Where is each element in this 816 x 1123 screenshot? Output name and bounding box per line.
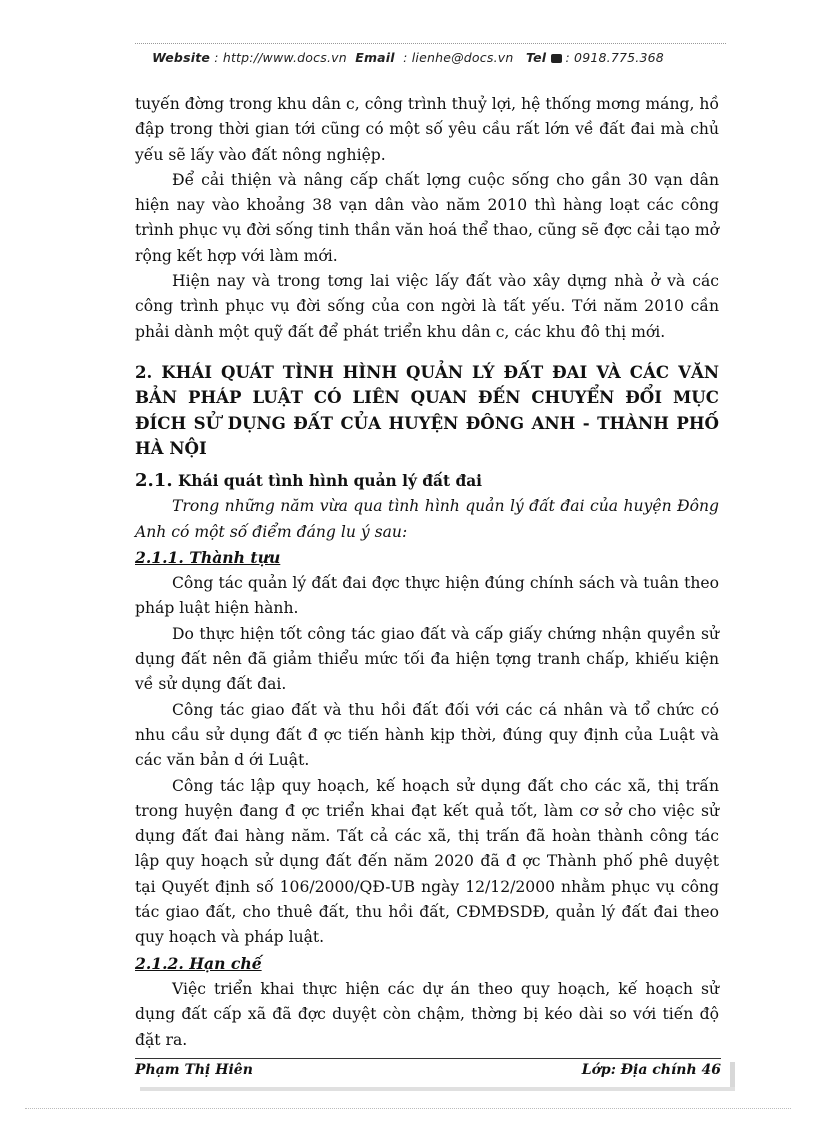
paragraph-italic: Trong những năm vừa qua tình hình quản lý đất đai của huyện Đông Anh có một số điểm đáng lu ý sau: [135,497,719,541]
heading-text: 2.1.2. Hạn chế [135,953,262,973]
email-label: Email [355,50,395,65]
page-header [0,50,816,65]
section-heading-2-1-1 [135,545,719,571]
frame-shadow-right [730,1062,735,1087]
paragraph: Do thực hiện tốt công tác giao đất và cấp giấy chứng nhận quyền sử dụng đất nên đã giảm thiểu mức tối đa hiện tợng tranh chấp, khiếu kiện về sử dụng đất đai. [135,624,719,694]
footer-author: Phạm Thị Hiên [135,1062,253,1078]
header-divider [135,43,726,44]
website-label: Website [152,50,211,65]
heading-number: 2.1. [135,469,173,491]
paragraph: Công tác giao đất và thu hồi đất đối với các cá nhân và tổ chức có nhu cầu sử dụng đất đ ợc tiến hành kịp thời, đúng quy định của Luật và các văn bản d ới Luật. [135,700,719,770]
paragraph: Hiện nay và trong tơng lai việc lấy đất vào xây dựng nhà ở và các công trình phục vụ đời sống của con ngời là tất yếu. Tới năm 2010 cần phải dành một quỹ đất để phát triển khu dân c, các khu đô thị mới. [135,272,719,341]
section-heading-2: 2. KHÁI QUÁT TÌNH HÌNH QUẢN LÝ ĐẤT ĐAI VÀ CÁC VĂN BẢN PHÁP LUẬT CÓ LIÊN QUAN ĐẾN CHUYỂN ĐỔI MỤC ĐÍCH SỬ DỤNG ĐẤT CỦA HUYỆN ĐÔNG ANH - THÀNH PHỐ HÀ NỘI [135,361,719,459]
footer-class: Lớp: Địa chính 46 [581,1062,721,1078]
section-heading-2-1 [135,468,719,494]
website-value: : http://www.docs.vn [214,50,347,65]
tel-label: Tel [526,50,547,65]
paragraph: Công tác lập quy hoạch, kế hoạch sử dụng đất cho các xã, thị trấn trong huyện đang đ ợc triển khai đạt kết quả tốt, làm cơ sở cho việc sử dụng đất đai hàng năm. Tất cả các xã, thị trấn đã hoàn thành công tác lập quy hoạch sử dụng đất đến năm 2020 đã đ ợc Thành phố phê duyệt tại Quyết định số 106/2000/QĐ-UB ngày 12/12/2000 nhằm phục vụ công tác giao đất, cho thuê đất, thu hồi đất, CĐMĐSDĐ, quản lý đất đai theo quy hoạch và pháp luật. [135,776,719,947]
email-value: : lienhe@docs.vn [403,50,514,65]
telephone-icon [551,54,562,63]
paragraph: tuyến đờng trong khu dân c, công trình thuỷ lợi, hệ thống mơng máng, hồ đập trong thời gian tới cũng có một số yêu cầu rất lớn về đất đai mà chủ yếu sẽ lấy vào đất nông nghiệp. [135,95,719,164]
heading-text: 2.1.1. Thành tựu [135,547,281,567]
tel-value: : 0918.775.368 [565,50,664,65]
bottom-divider [25,1108,791,1109]
heading-title: Khái quát tình hình quản lý đất đai [178,471,483,490]
document-body [135,92,719,1053]
section-heading-2-1-2 [135,951,719,977]
footer-divider [135,1058,721,1059]
frame-shadow-bottom [140,1087,735,1091]
paragraph: Để cải thiện và nâng cấp chất lợng cuộc sống cho gần 30 vạn dân hiện nay vào khoảng 38 vạn dân vào năm 2010 thì hàng loạt các công trình phục vụ đời sống tinh thần văn hoá thể thao, cũng sẽ đợc cải tạo mở rộng kết hợp với làm mới. [135,170,719,265]
paragraph: Công tác quản lý đất đai đợc thực hiện đúng chính sách và tuân theo pháp luật hiện hành. [135,574,719,618]
paragraph: Việc triển khai thực hiện các dự án theo quy hoạch, kế hoạch sử dụng đất cấp xã đã đợc duyệt còn chậm, thờng bị kéo dài so với tiến độ đặt ra. [135,979,719,1049]
